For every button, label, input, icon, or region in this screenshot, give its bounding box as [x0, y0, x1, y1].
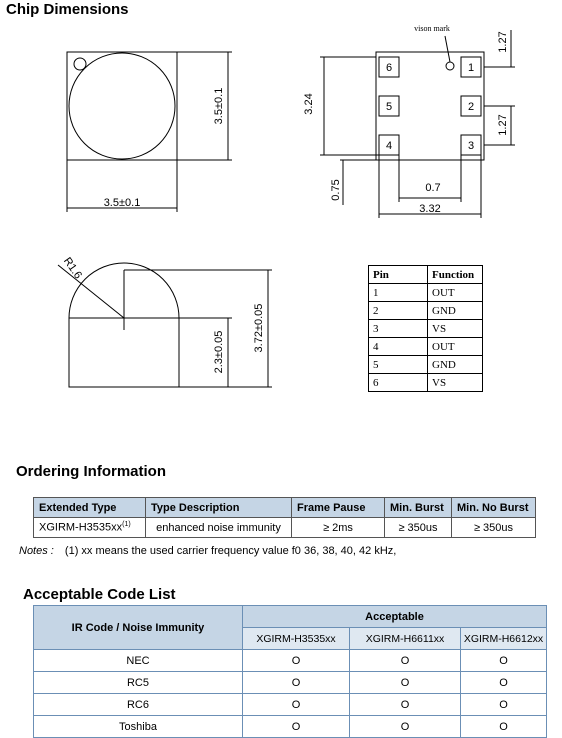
dim-332: 3.32	[419, 203, 441, 215]
table-row	[34, 518, 536, 538]
frame-pause-cell: ≥ 2ms	[292, 518, 385, 538]
col-min-burst: Min. Burst	[385, 498, 452, 518]
vison-mark-label: vison mark	[414, 24, 450, 33]
table-row	[369, 320, 483, 338]
function-cell: VS	[428, 320, 483, 338]
mark-cell: O	[243, 694, 350, 716]
chip-dimensions-title: Chip Dimensions	[6, 1, 129, 18]
mark-cell: O	[461, 650, 547, 672]
col-type-description: Type Description	[146, 498, 292, 518]
mark-cell: O	[243, 672, 350, 694]
ordering-table	[33, 497, 536, 538]
mark-cell: O	[243, 650, 350, 672]
mark-cell: O	[350, 650, 461, 672]
function-header: Function	[428, 266, 483, 284]
code-list-table	[33, 605, 547, 738]
code-cell: NEC	[34, 650, 243, 672]
function-cell: GND	[428, 302, 483, 320]
model-header: XGIRM-H6611xx	[350, 628, 461, 650]
acceptable-header: Acceptable	[243, 606, 547, 628]
notes	[19, 545, 396, 557]
min-no-burst-cell: ≥ 350us	[452, 518, 536, 538]
table-row	[34, 694, 547, 716]
function-cell: VS	[428, 374, 483, 392]
vison-mark-circle	[446, 62, 454, 70]
table-row	[34, 716, 547, 738]
description-cell: enhanced noise immunity	[146, 518, 292, 538]
top-view-body	[67, 52, 177, 160]
pad-4-label: 4	[385, 140, 393, 152]
extended-type-cell: XGIRM-$H3535xx^{(1)}$	[34, 518, 146, 538]
mark-cell: O	[350, 694, 461, 716]
pin-header: Pin	[369, 266, 428, 284]
pad-5-label: 5	[385, 101, 393, 113]
pad-6-label: 6	[385, 62, 393, 74]
table-row	[34, 672, 547, 694]
dim-127-top: 1.27	[497, 31, 509, 53]
note-text: (1) xx means the used carrier frequency value f0 36, 38, 40, 42 kHz,	[64, 545, 397, 557]
mark-cell: O	[350, 716, 461, 738]
dim-07: 0.7	[425, 182, 441, 194]
mark-cell: O	[243, 716, 350, 738]
col-extended-type: Extended Type	[34, 498, 146, 518]
ir-code-header: IR Code / Noise Immunity	[34, 606, 243, 650]
dim-side-h1: 2.3±0.05	[213, 330, 225, 374]
pin-cell: 1	[369, 284, 428, 302]
acceptable-code-list-title: Acceptable Code List	[23, 586, 176, 603]
pin-cell: 2	[369, 302, 428, 320]
table-row	[369, 338, 483, 356]
dim-top-height: 3.5±0.1	[213, 87, 225, 125]
pad-2-label: 2	[467, 101, 475, 113]
col-frame-pause: Frame Pause	[292, 498, 385, 518]
code-cell: RC5	[34, 672, 243, 694]
function-cell: OUT	[428, 338, 483, 356]
pin-cell: 3	[369, 320, 428, 338]
table-row	[369, 374, 483, 392]
dim-324: 3.24	[303, 93, 315, 115]
code-cell: RC6	[34, 694, 243, 716]
notes-label: Notes :	[19, 545, 54, 557]
model-header: XGIRM-H6612xx	[461, 628, 547, 650]
mark-cell: O	[461, 716, 547, 738]
table-row	[34, 650, 547, 672]
pad-3-label: 3	[467, 140, 475, 152]
function-cell: OUT	[428, 284, 483, 302]
table-row	[369, 284, 483, 302]
dim-radius: R1.6	[60, 255, 85, 282]
dim-top-width: 3.5±0.1	[103, 197, 141, 209]
pin-cell: 5	[369, 356, 428, 374]
dim-127-mid: 1.27	[497, 114, 509, 136]
pin-cell: 4	[369, 338, 428, 356]
pin-cell: 6	[369, 374, 428, 392]
dim-side-h2: 3.72±0.05	[253, 303, 265, 353]
dim-075: 0.75	[330, 179, 342, 201]
top-view-lens	[69, 53, 175, 159]
mark-cell: O	[350, 672, 461, 694]
function-cell: GND	[428, 356, 483, 374]
min-burst-cell: ≥ 350us	[385, 518, 452, 538]
col-min-no-burst: Min. No Burst	[452, 498, 536, 518]
table-row	[369, 356, 483, 374]
mark-cell: O	[461, 672, 547, 694]
pad-1-label: 1	[467, 62, 475, 74]
ordering-information-title: Ordering Information	[16, 463, 166, 480]
mark-cell: O	[461, 694, 547, 716]
model-header: XGIRM-H3535xx	[243, 628, 350, 650]
code-cell: Toshiba	[34, 716, 243, 738]
pin-function-table	[368, 265, 483, 392]
table-row	[369, 302, 483, 320]
